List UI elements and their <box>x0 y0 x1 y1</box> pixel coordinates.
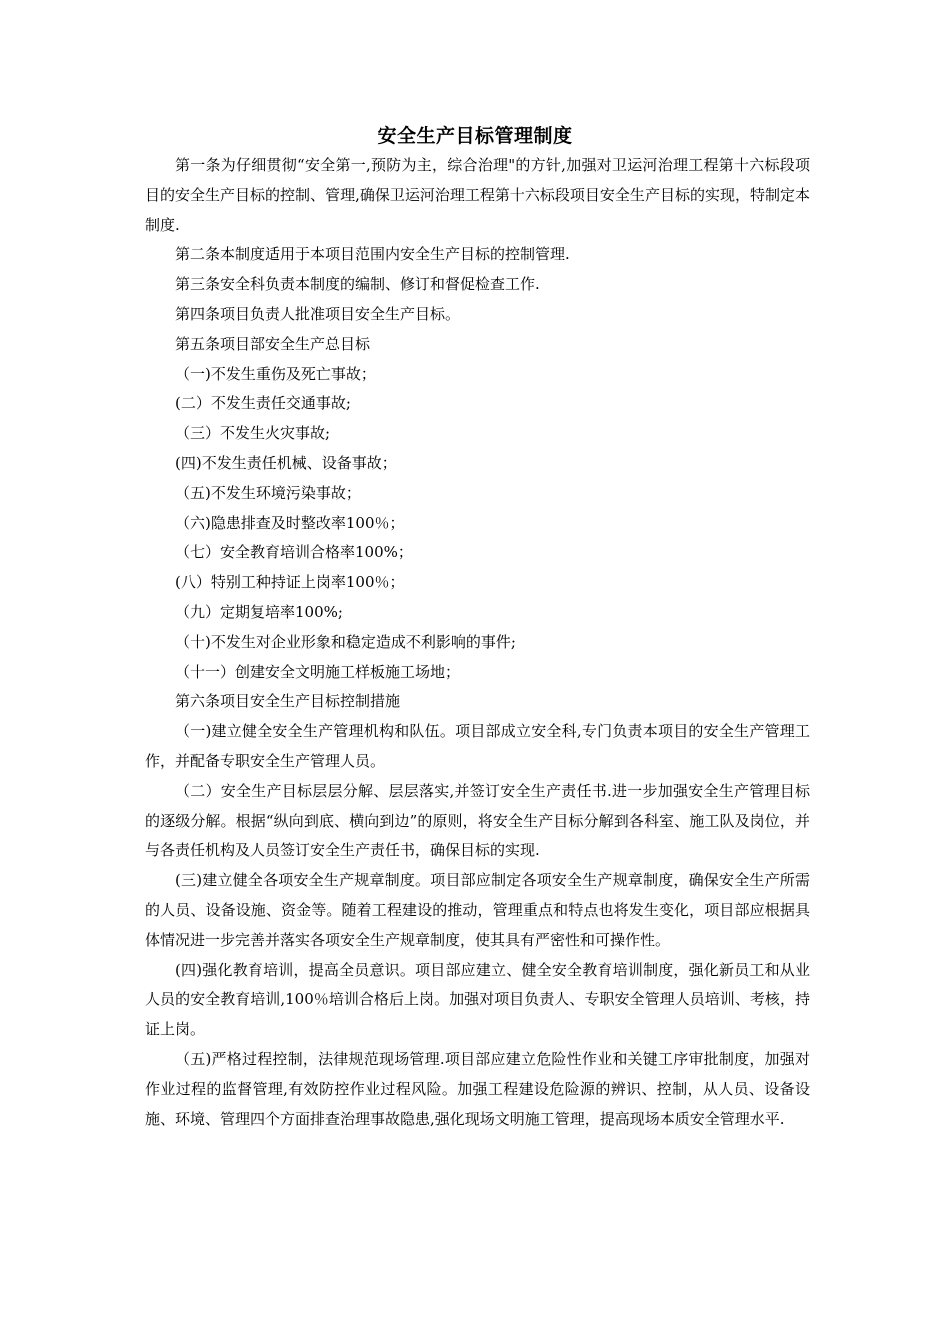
measure-item-5: （五)严格过程控制，法律规范现场管理.项目部应建立危险性作业和关键工序审批制度，加强对作业过程的监督管理,有效防控作业过程风险。加强工程建设危险源的辨识、控制，从人员、设备设施、环境、管理四个方面排查治理事故隐患,强化现场文明施工管理，提高现场本质安全管理水平. <box>145 1049 810 1128</box>
goal-item-11: （十一）创建安全文明施工样板施工场地； <box>175 662 461 681</box>
goal-item-8: (八）特别工种持证上岗率100％； <box>175 573 405 592</box>
measure-item-3: (三)建立健全各项安全生产规章制度。项目部应制定各项安全生产规章制度，确保安全生产所需的人员、设备设施、资金等。随着工程建设的推动，管理重点和特点也将发生变化，项目部应根据具体情况进一步完善并落实各项安全生产规章制度，使其具有严密性和可操作性。 <box>145 871 810 949</box>
paragraph-article-5: 第五条项目部安全生产总目标 <box>175 334 371 353</box>
measure-item-4: (四)强化教育培训，提高全员意识。项目部应建立、健全安全教育培训制度，强化新员工和从业人员的安全教育培训,100％培训合格后上岗。加强对项目负责人、专职安全管理人员培训、考核，持证上岗。 <box>145 960 810 1039</box>
goal-item-2: (二）不发生责任交通事故; <box>175 394 351 413</box>
goal-item-3: （三）不发生火灾事故; <box>175 424 331 443</box>
goal-item-5: （五)不发生环境污染事故； <box>175 483 361 502</box>
goal-item-4: (四)不发生责任机械、设备事故； <box>175 453 397 472</box>
goal-item-9: （九）定期复培率100%; <box>175 602 343 621</box>
document-title: 安全生产目标管理制度 <box>377 125 573 147</box>
goal-item-6: （六)隐患排查及时整改率100％； <box>175 513 405 532</box>
paragraph-article-3: 第三条安全科负责本制度的编制、修订和督促检查工作. <box>175 275 540 294</box>
measure-item-1: （一)建立健全安全生产管理机构和队伍。项目部成立安全科,专门负责本项目的安全生产管理工作，并配备专职安全生产管理人员。 <box>145 722 810 770</box>
paragraph-article-1: 第一条为仔细贯彻“安全第一,预防为主，综合治理"的方针,加强对卫运河治理工程第十六标段项目的安全生产目标的控制、管理,确保卫运河治理工程第十六标段项目安全生产目标的实现，特制定本制度. <box>145 156 810 234</box>
goal-item-1: （一)不发生重伤及死亡事故； <box>175 364 376 383</box>
document-body <box>145 151 810 1134</box>
paragraph-article-4: 第四条项目负责人批准项目安全生产目标。 <box>175 304 461 323</box>
goal-item-10: （十)不发生对企业形象和稳定造成不利影响的事件; <box>175 632 516 651</box>
paragraph-article-6: 第六条项目安全生产目标控制措施 <box>175 692 401 711</box>
goal-item-7: （七）安全教育培训合格率100%； <box>175 543 413 562</box>
paragraph-article-2: 第二条本制度适用于本项目范围内安全生产目标的控制管理. <box>175 245 570 264</box>
measure-item-2: （二）安全生产目标层层分解、层层落实,并签订安全生产责任书.进一步加强安全生产管理目标的逐级分解。根据“纵向到底、横向到边”的原则，将安全生产目标分解到各科室、施工队及岗位，并与各责任机构及人员签订安全生产责任书，确保目标的实现. <box>145 781 810 860</box>
